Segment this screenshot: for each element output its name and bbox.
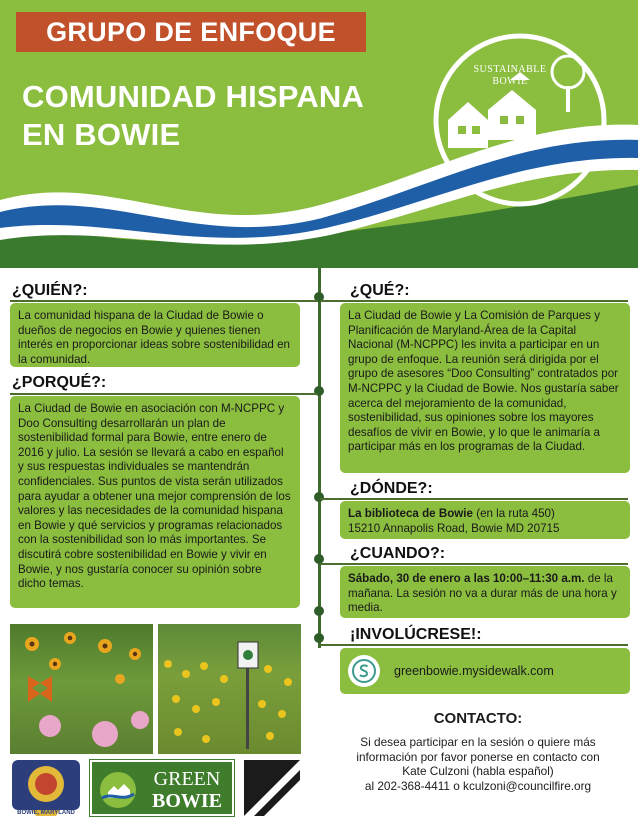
- cuando-rest: de la mañana. La sesión no va a durar más de una hora y media.: [348, 572, 617, 615]
- donde-title: ¿DÓNDE?:: [350, 480, 433, 497]
- logo-text: [460, 64, 560, 87]
- que-text: La Ciudad de Bowie y La Comisión de Parques y Planificación de Maryland-Área de la Capital Nacional (M-NCPPC) les invita a participar en un grupo de enfoque. La reunión será dirigida por el grupo de asesores “Doo Consulting” contratados por M-NCPPC y la Ciudad de Bowie. Nos gustaría saber acerca del mejoramiento de la comunidad, sostenibilidad, sus opiniones sobre los mayores desafíos de vivir en Bowie, y lo que le animaría a participar más en los programas de la Ciudad.: [348, 309, 619, 454]
- cuando-box: [340, 566, 630, 618]
- timeline-dot: [314, 492, 324, 502]
- porque-title: ¿PORQUÉ?:: [12, 374, 107, 391]
- quien-box: [10, 303, 300, 367]
- contact-line4: al 202-368-4411 o kculzoni@councilfire.org: [364, 779, 592, 794]
- divider: [320, 498, 628, 500]
- porque-box: [10, 396, 300, 608]
- councilfire-logo: [244, 760, 300, 816]
- timeline-line: [318, 268, 321, 648]
- timeline-dot: [314, 633, 324, 643]
- quien-title: ¿QUIÉN?:: [12, 282, 88, 299]
- title-line1: COMUNIDAD HISPANA: [22, 79, 365, 114]
- involucrese-link[interactable]: greenbowie.mysidewalk.com: [394, 663, 554, 678]
- cuando-title: ¿CUANDO?:: [350, 545, 446, 562]
- donde-place-rest: (en la ruta 450): [472, 507, 555, 520]
- banner-title: GRUPO DE ENFOQUE: [16, 12, 366, 52]
- contact-line3: Kate Culzoni (habla español): [402, 764, 554, 779]
- page-title: [22, 78, 402, 154]
- que-box: [340, 303, 630, 473]
- divider: [320, 563, 628, 565]
- que-title: ¿QUÉ?:: [350, 282, 410, 299]
- seal-text: BOWIE, MARYLAND: [17, 810, 75, 816]
- divider: [320, 644, 628, 646]
- timeline-dot: [314, 386, 324, 396]
- contact-line1: Si desea participar en la sesión o quiere más: [360, 734, 596, 749]
- cuando-date: Sábado, 30 de enero a las 10:00–11:30 a.m.: [348, 572, 585, 585]
- sidewalk-icon: [348, 655, 380, 687]
- donde-place: La biblioteca de Bowie: [348, 507, 473, 520]
- donde-address: 15210 Annapolis Road, Bowie MD 20715: [348, 521, 560, 535]
- involucrese-title: ¡INVOLÚCRESE!:: [350, 626, 482, 643]
- logo-bowie-text: BOWIE: [151, 790, 223, 812]
- involucrese-box: [340, 648, 630, 694]
- timeline-dot: [314, 606, 324, 616]
- logo-green-text: GREEN: [153, 768, 221, 790]
- divider: [320, 300, 628, 302]
- flowers-photo-2: [158, 624, 301, 754]
- contact-section: [330, 712, 626, 794]
- porque-text: La Ciudad de Bowie en asociación con M-NCPPC y Doo Consulting desarrollarán un plan de sostenibilidad formal para Bowie, entre enero de 2016 y julio. La sesión se llevará a cabo en español y sus respuestas individuales se mantendrán confidenciales. Sus puntos de vista serán utilizados para ayudar a obtener una mejor comprensión de los valores y las necesidades de la comunidad hispana en Bowie y qué servicios y programas relacionados con la sostenibilidad son lo más importantes. Se discutirá cobre sostenibilidad en Bowie y vivir en Bowie, y nos gustaría conocer su opinión sobre dicho temas.: [18, 402, 291, 591]
- logo-line2: BOWIE: [492, 76, 528, 87]
- logo-line1: SUSTAINABLE: [473, 64, 547, 75]
- donde-box: [340, 501, 630, 539]
- contact-line2: información por favor ponerse en contacto con: [356, 749, 600, 764]
- bowie-seal-logo: [10, 758, 82, 818]
- title-line2: EN BOWIE: [22, 117, 181, 152]
- divider: [10, 393, 318, 395]
- green-bowie-emblem-icon: [98, 770, 138, 810]
- green-bowie-logo: [90, 760, 234, 816]
- flowers-photo-1: [10, 624, 153, 754]
- contact-title: CONTACTO:: [433, 710, 523, 727]
- divider: [10, 300, 318, 302]
- quien-text: La comunidad hispana de la Ciudad de Bowie o dueños de negocios en Bowie y quienes tienen interés en proporcionar ideas sobre sostenibilidad en la comunidad.: [18, 309, 290, 366]
